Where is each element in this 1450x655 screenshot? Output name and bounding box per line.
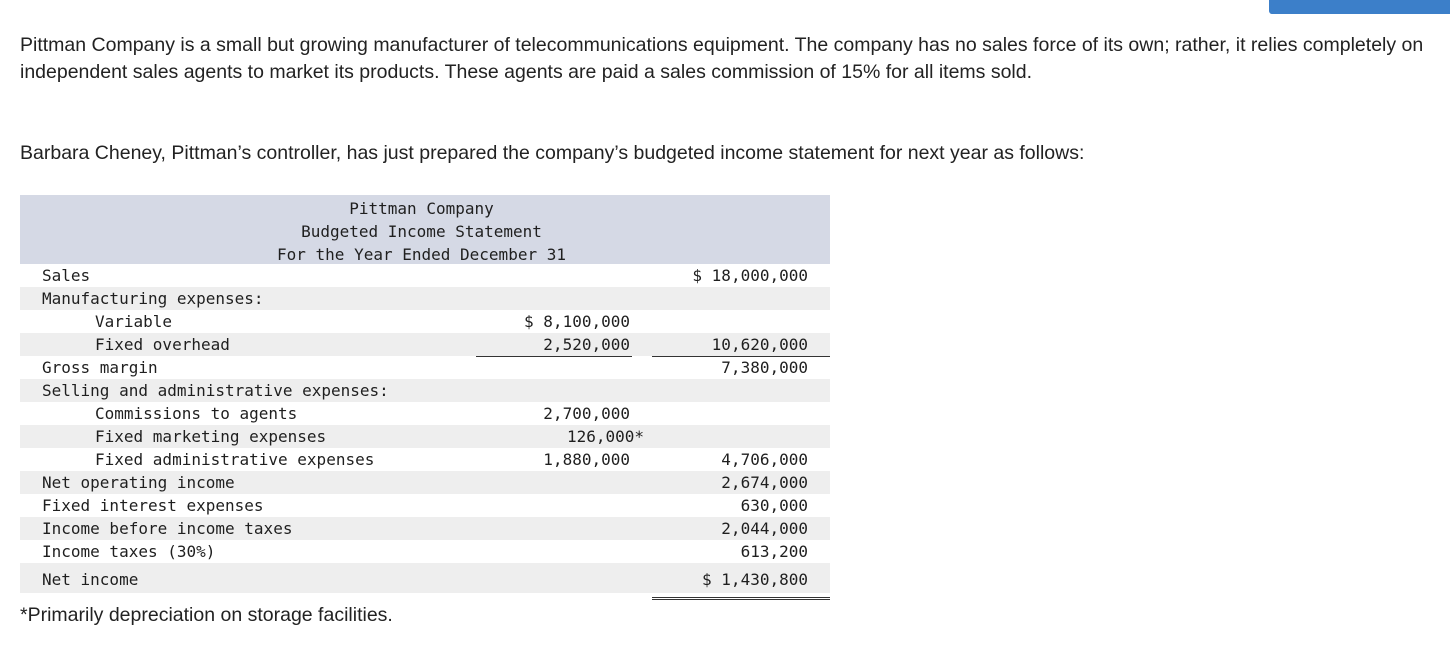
row-total: 2,674,000 [721,473,808,492]
intro-paragraph-1: Pittman Company is a small but growing manufacturer of telecommunications equipment. The company has no sales force of its own; rather, it relies completely on independent sales agents to market its products. These agents are paid a sales commission of 15% for all items sold. [20,34,1424,83]
row-label: Fixed administrative expenses [95,450,375,469]
row-label: Selling and administrative expenses: [42,381,389,400]
statement-header [20,195,830,264]
statement-company-name: Pittman Company [349,199,494,218]
row-label: Variable [95,312,173,331]
row-label: Commissions to agents [95,404,298,423]
row-label: Net operating income [42,473,235,492]
row-fixed-administrative [20,448,830,471]
row-fixed-marketing [20,425,830,448]
row-label: Manufacturing expenses: [42,289,264,308]
row-net-operating-income [20,471,830,494]
statement-title: Budgeted Income Statement [301,222,542,241]
row-total: 630,000 [652,494,830,518]
row-total: $ 1,430,800 [652,563,830,600]
row-gross-margin [20,356,830,379]
row-amount: 126,000* [566,427,644,446]
row-label: Income before income taxes [42,519,293,538]
row-amount: 1,880,000 [476,448,632,472]
row-amount: 2,520,000 [476,333,632,357]
footnote: *Primarily depreciation on storage facilities. [20,604,393,626]
row-total: 4,706,000 [652,448,830,472]
row-amount: $ 8,100,000 [524,312,630,331]
row-commissions [20,402,830,425]
row-selling-admin-expenses [20,379,830,402]
intro-paragraph-2: Barbara Cheney, Pittman’s controller, has just prepared the company’s budgeted income statement for next year as follows: [20,142,1085,164]
top-action-button[interactable] [1269,0,1450,14]
row-label: Fixed overhead [95,335,230,354]
row-label: Fixed marketing expenses [95,427,327,446]
row-fixed-interest [20,494,830,517]
row-total: 7,380,000 [721,358,808,377]
row-fixed-overhead [20,333,830,356]
row-variable [20,310,830,333]
row-total: 10,620,000 [652,333,830,357]
row-label: Gross margin [42,358,158,377]
row-manufacturing-expenses [20,287,830,310]
row-net-income [20,563,830,593]
row-income-taxes [20,540,830,563]
row-sales [20,264,830,287]
row-label: Income taxes (30%) [42,542,216,561]
row-label: Fixed interest expenses [42,496,264,515]
row-total: 613,200 [652,540,830,564]
row-income-before-taxes [20,517,830,540]
row-label: Net income [42,570,139,589]
row-total: 2,044,000 [721,519,808,538]
row-label: Sales [42,266,91,285]
income-statement-table [20,195,830,593]
statement-period: For the Year Ended December 31 [277,245,566,264]
row-total: $ 18,000,000 [692,266,808,285]
row-amount: 2,700,000 [543,404,630,423]
